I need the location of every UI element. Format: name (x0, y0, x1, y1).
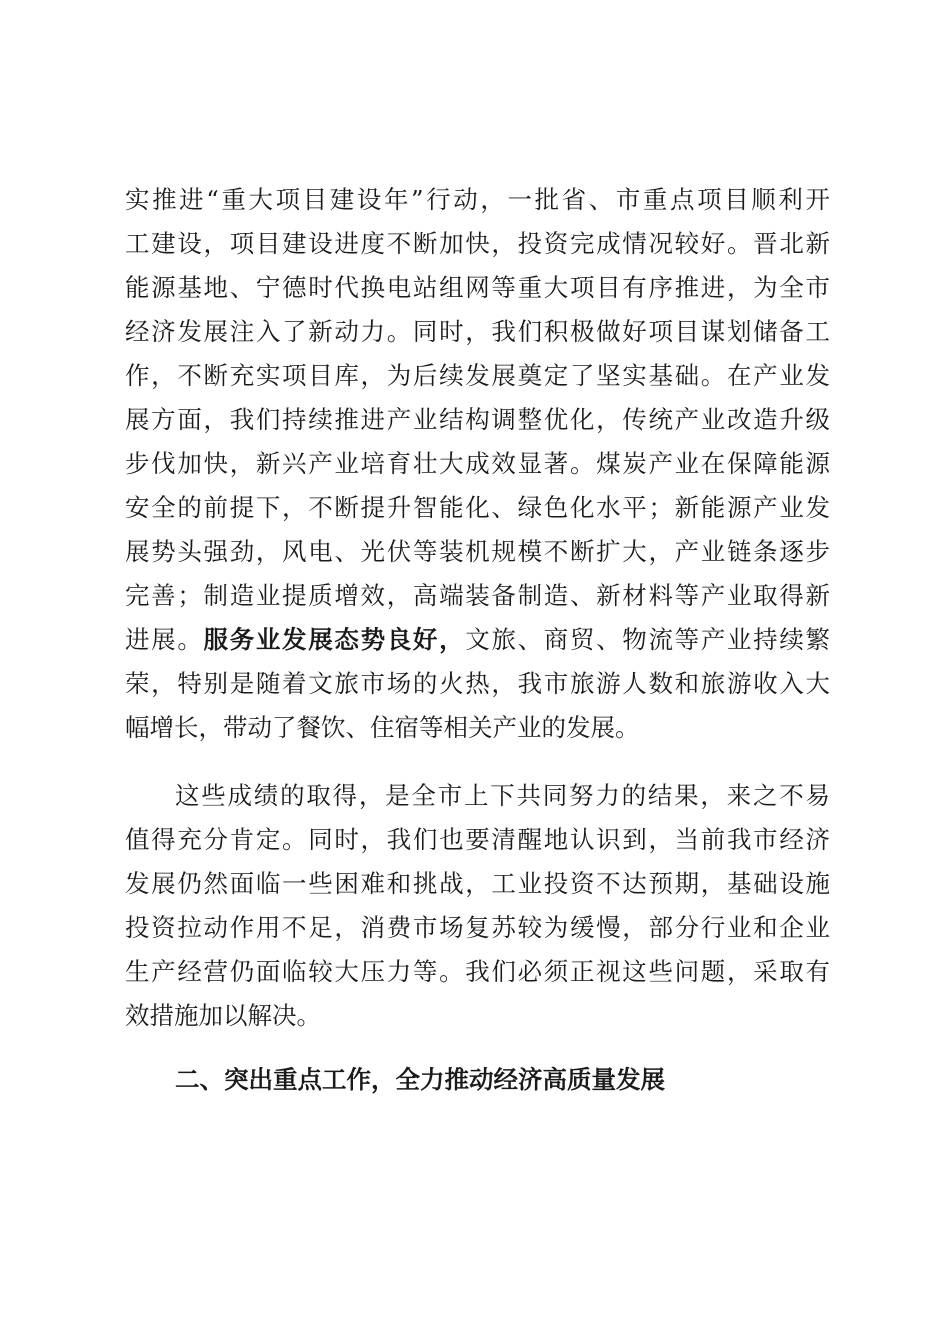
section-heading: 二、突出重点工作，全力推动经济高质量发展 (175, 1065, 665, 1094)
text-line: 工建设，项目建设进度不断加快，投资完成情况较好。晋北新 (125, 229, 830, 258)
text-line: 这些成绩的取得，是全市上下共同努力的结果，来之不易 (175, 781, 830, 810)
text-line: 展方面，我们持续推进产业结构调整优化，传统产业改造升级 (125, 405, 830, 434)
text-line: 能源基地、宁德时代换电站组网等重大项目有序推进，为全市 (125, 273, 830, 302)
text-line: 步伐加快，新兴产业培育壮大成效显著。煤炭产业在保障能源 (125, 449, 830, 478)
bold-phrase: 服务业发展态势良好， (203, 625, 466, 654)
text-line: 效措施加以解决。 (125, 1001, 321, 1030)
text-line: 安全的前提下，不断提升智能化、绿色化水平；新能源产业发 (125, 493, 830, 522)
text-line: 生产经营仍面临较大压力等。我们必须正视这些问题，采取有 (125, 957, 830, 986)
text-line: 值得充分肯定。同时，我们也要清醒地认识到，当前我市经济 (125, 825, 830, 854)
text-line: 经济发展注入了新动力。同时，我们积极做好项目谋划储备工 (125, 317, 830, 346)
text-line: 荣，特别是随着文旅市场的火热，我市旅游人数和旅游收入大 (125, 669, 830, 698)
text-line: 发展仍然面临一些困难和挑战，工业投资不达预期，基础设施 (125, 869, 830, 898)
text-run: 进展。 (125, 625, 204, 654)
text-line: 完善；制造业提质增效，高端装备制造、新材料等产业取得新 (125, 581, 830, 610)
text-run: 文旅、商贸、物流等产业持续繁 (465, 625, 831, 654)
text-line: 展势头强劲，风电、光伏等装机规模不断扩大，产业链条逐步 (125, 537, 830, 566)
text-line: 实推进“重大项目建设年”行动，一批省、市重点项目顺利开 (125, 185, 830, 214)
text-line: 幅增长，带动了餐饮、住宿等相关产业的发展。 (125, 713, 640, 742)
text-line: 作，不断充实项目库，为后续发展奠定了坚实基础。在产业发 (125, 361, 830, 390)
text-line (125, 618, 830, 662)
text-line: 投资拉动作用不足，消费市场复苏较为缓慢，部分行业和企业 (125, 913, 830, 942)
